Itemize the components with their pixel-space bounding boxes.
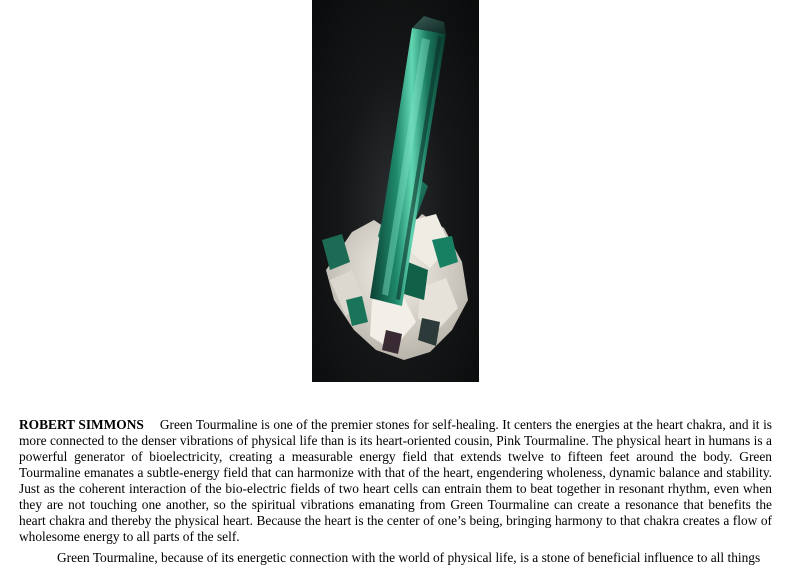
tourmaline-crystal-illustration <box>312 0 479 382</box>
paragraph-1-text: Green Tourmaline is one of the premier stones for self-healing. It centers the energies at the heart chakra, and it is more connected to the denser vibrations of physical life than is its heart-oriented cousin, Pink Tourmaline. The physical heart in humans is a powerful generator of bioelectricity, creating a measurable energy field that extends twelve to fifteen feet around the body. Green Tourmaline emanates a subtle-energy field that can harmonize with that of the heart, engendering wholeness, dynamic balance and stability. Just as the coherent interaction of the bio-electric fields of two heart cells can entrain them to beat together in resonant rhythm, even when they are not touching one another, so the spiritual vibrations emanating from Green Tourmaline can create a resonance that benefits the heart chakra and thereby the physical heart. Because the heart is the center of one’s being, bringing harmony to that chakra creates a flow of wholesome energy to all parts of the self. <box>19 417 772 544</box>
author-name: ROBERT SIMMONS <box>19 417 144 432</box>
article-paragraph-2: Green Tourmaline, because of its energetic connection with the world of physical life, is a stone of beneficial influence to all things <box>57 550 761 565</box>
article-paragraph-1 <box>19 417 772 545</box>
tourmaline-photo <box>312 0 479 382</box>
article-text <box>19 417 772 566</box>
